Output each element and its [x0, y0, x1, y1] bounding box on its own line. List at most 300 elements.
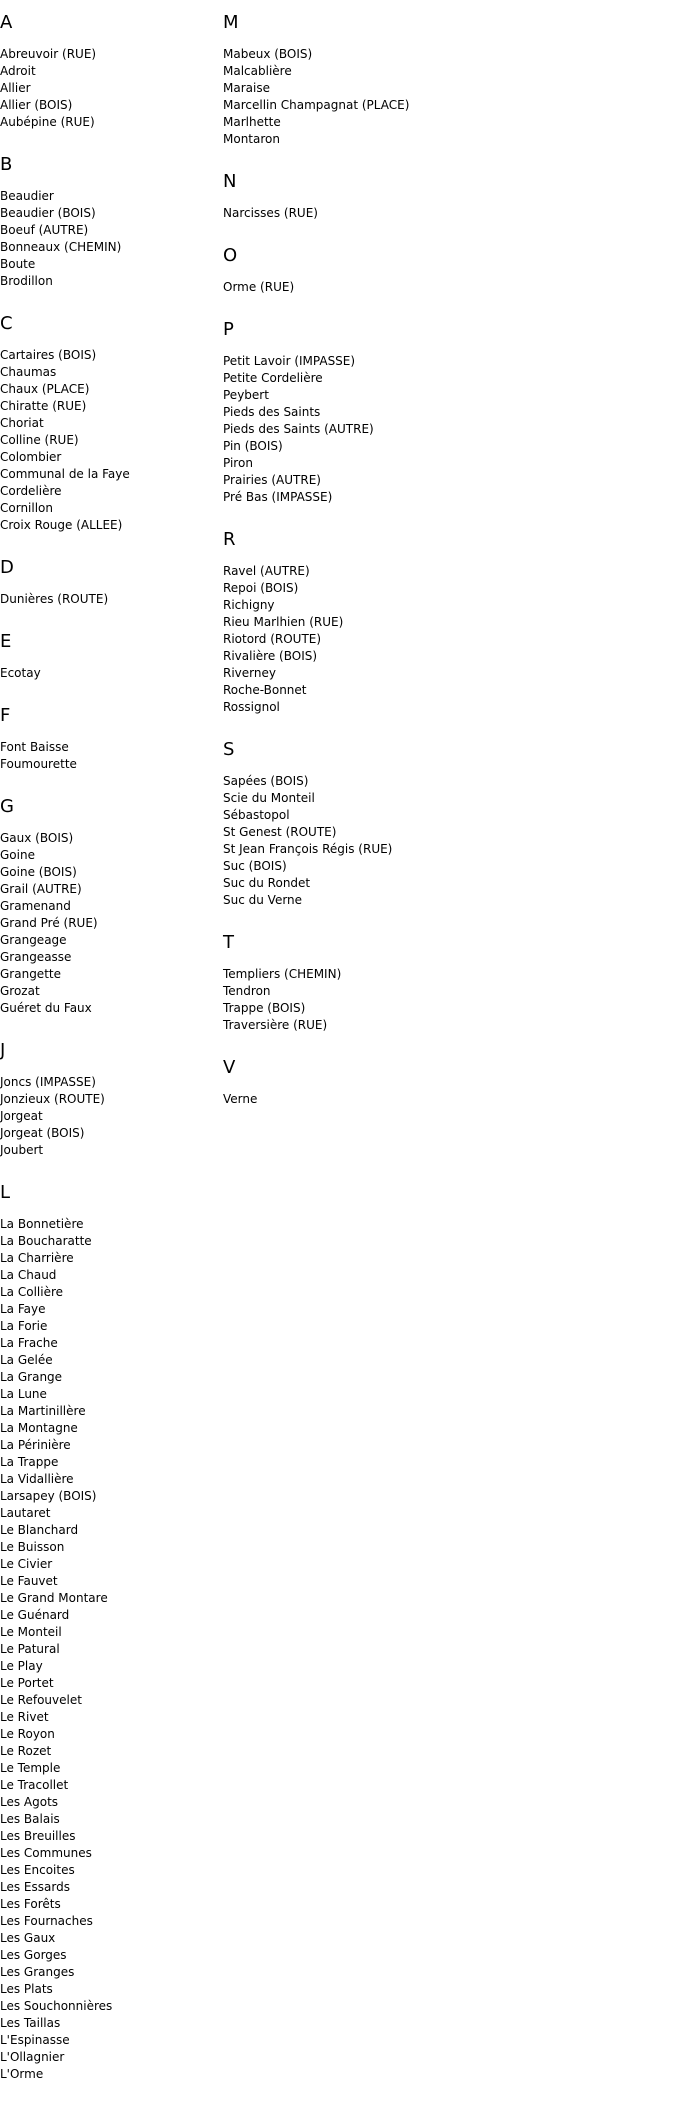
- street-link-marlhette[interactable]: Marlhette: [223, 115, 281, 129]
- street-item: [0, 1743, 215, 1760]
- street-item: [223, 438, 663, 455]
- street-item: [0, 188, 215, 205]
- street-item: [0, 1777, 215, 1794]
- street-link-les-breuilles[interactable]: Les Breuilles: [0, 1829, 76, 1843]
- street-link-l-espinasse[interactable]: L'Espinasse: [0, 2033, 70, 2047]
- street-item: [0, 1233, 215, 1250]
- street-link-font-baisse[interactable]: Font Baisse: [0, 740, 69, 754]
- street-link-communal-de-la-faye[interactable]: Communal de la Faye: [0, 467, 130, 481]
- street-link-la-grange[interactable]: La Grange: [0, 1370, 63, 1384]
- street-link-les-encoites[interactable]: Les Encoites: [0, 1863, 75, 1877]
- street-link-le-royon[interactable]: Le Royon: [0, 1727, 55, 1741]
- street-item: [0, 2049, 215, 2066]
- street-link-cartaires-bois[interactable]: Cartaires (BOIS): [0, 348, 97, 362]
- street-link-richigny[interactable]: Richigny: [223, 598, 275, 612]
- street-link-les-forets[interactable]: Les Forêts: [0, 1897, 61, 1911]
- street-index-column-left: [0, 12, 215, 2106]
- street-item: [223, 205, 663, 222]
- street-link-adroit[interactable]: Adroit: [0, 64, 36, 78]
- street-link-gueret-du-faux[interactable]: Guéret du Faux: [0, 1001, 92, 1015]
- street-item: [223, 983, 663, 1000]
- street-link-le-rivet[interactable]: Le Rivet: [0, 1710, 49, 1724]
- street-item: [223, 63, 663, 80]
- letter-group-r: [223, 529, 663, 716]
- letter-group-s: [223, 739, 663, 909]
- street-item: [0, 415, 215, 432]
- street-item: [223, 648, 663, 665]
- street-link-jonzieux-route[interactable]: Jonzieux (ROUTE): [0, 1092, 105, 1106]
- street-link-goine-bois[interactable]: Goine (BOIS): [0, 865, 77, 879]
- street-item: [0, 1590, 215, 1607]
- street-link-larsapey-bois[interactable]: Larsapey (BOIS): [0, 1489, 97, 1503]
- street-link-st-jean-francois-regis-rue[interactable]: St Jean François Régis (RUE): [223, 842, 393, 856]
- street-item: [0, 1641, 215, 1658]
- street-item: [0, 1845, 215, 1862]
- street-item: [0, 46, 215, 63]
- street-link-boeuf-autre[interactable]: Boeuf (AUTRE): [0, 223, 89, 237]
- street-item: [0, 847, 215, 864]
- street-link-colombier[interactable]: Colombier: [0, 450, 62, 464]
- street-item: [0, 1539, 215, 1556]
- street-item: [0, 1108, 215, 1125]
- street-item: [223, 472, 663, 489]
- street-link-foumourette[interactable]: Foumourette: [0, 757, 77, 771]
- street-item: [0, 756, 215, 773]
- street-link-chaumas[interactable]: Chaumas: [0, 365, 57, 379]
- street-item: [223, 455, 663, 472]
- street-link-le-refouvelet[interactable]: Le Refouvelet: [0, 1693, 82, 1707]
- street-link-joubert[interactable]: Joubert: [0, 1143, 44, 1157]
- street-item: [223, 80, 663, 97]
- street-item: [0, 830, 215, 847]
- street-item: [0, 1250, 215, 1267]
- street-link-l-ollagnier[interactable]: L'Ollagnier: [0, 2050, 65, 2064]
- street-item: [0, 347, 215, 364]
- street-link-la-boucharatte[interactable]: La Boucharatte: [0, 1234, 92, 1248]
- letter-heading: O: [223, 245, 238, 266]
- street-link-trappe-bois[interactable]: Trappe (BOIS): [223, 1001, 306, 1015]
- street-item: [0, 1573, 215, 1590]
- street-link-beaudier-bois[interactable]: Beaudier (BOIS): [0, 206, 96, 220]
- street-link-grozat[interactable]: Grozat: [0, 984, 40, 998]
- street-item: [223, 1017, 663, 1034]
- letter-group-c: [0, 313, 215, 534]
- street-item: [223, 614, 663, 631]
- street-link-lautaret[interactable]: Lautaret: [0, 1506, 51, 1520]
- street-item: [0, 1074, 215, 1091]
- street-item: [0, 1403, 215, 1420]
- street-link-st-genest-route[interactable]: St Genest (ROUTE): [223, 825, 337, 839]
- street-item: [0, 864, 215, 881]
- street-item: [223, 1000, 663, 1017]
- street-item: [0, 881, 215, 898]
- street-item: [0, 1828, 215, 1845]
- letter-heading: J: [0, 1040, 6, 1061]
- street-link-cordeliere[interactable]: Cordelière: [0, 484, 62, 498]
- street-item: [223, 131, 663, 148]
- street-link-le-play[interactable]: Le Play: [0, 1659, 43, 1673]
- street-item: [0, 483, 215, 500]
- street-item: [0, 1386, 215, 1403]
- letter-group-v: [223, 1057, 663, 1108]
- street-item: [0, 1369, 215, 1386]
- street-link-chiratte-rue[interactable]: Chiratte (RUE): [0, 399, 87, 413]
- street-link-pieds-des-saints[interactable]: Pieds des Saints: [223, 405, 321, 419]
- street-item: [0, 1675, 215, 1692]
- letter-group-t: [223, 932, 663, 1034]
- street-item: [0, 1301, 215, 1318]
- street-link-le-civier[interactable]: Le Civier: [0, 1557, 53, 1571]
- street-item: [223, 665, 663, 682]
- street-item: [0, 97, 215, 114]
- street-item: [0, 1284, 215, 1301]
- street-link-cornillon[interactable]: Cornillon: [0, 501, 53, 515]
- street-item: [0, 1658, 215, 1675]
- street-item: [0, 1709, 215, 1726]
- street-item: [223, 387, 663, 404]
- street-item: [0, 1454, 215, 1471]
- letter-heading: A: [0, 12, 13, 33]
- street-item: [0, 500, 215, 517]
- street-link-le-grand-montare[interactable]: Le Grand Montare: [0, 1591, 108, 1605]
- street-link-goine[interactable]: Goine: [0, 848, 35, 862]
- letter-heading: D: [0, 557, 14, 578]
- street-item: [0, 1862, 215, 1879]
- street-link-sebastopol[interactable]: Sébastopol: [223, 808, 290, 822]
- street-item: [223, 1091, 663, 1108]
- street-link-peybert[interactable]: Peybert: [223, 388, 269, 402]
- street-link-grangette[interactable]: Grangette: [0, 967, 61, 981]
- street-item: [0, 466, 215, 483]
- street-link-l-orme[interactable]: L'Orme: [0, 2067, 44, 2081]
- street-item: [0, 80, 215, 97]
- letter-group-d: [0, 557, 215, 608]
- street-item: [223, 114, 663, 131]
- street-link-petit-lavoir-impasse[interactable]: Petit Lavoir (IMPASSE): [223, 354, 356, 368]
- letter-group-g: [0, 796, 215, 1017]
- street-link-orme-rue[interactable]: Orme (RUE): [223, 280, 295, 294]
- street-link-les-taillas[interactable]: Les Taillas: [0, 2016, 61, 2030]
- street-link-le-buisson[interactable]: Le Buisson: [0, 1540, 65, 1554]
- street-link-roche-bonnet[interactable]: Roche-Bonnet: [223, 683, 307, 697]
- street-item: [223, 580, 663, 597]
- street-link-dunieres-route[interactable]: Dunières (ROUTE): [0, 592, 109, 606]
- street-link-gramenand[interactable]: Gramenand: [0, 899, 71, 913]
- street-link-grand-pre-rue[interactable]: Grand Pré (RUE): [0, 916, 98, 930]
- street-item: [0, 1437, 215, 1454]
- letter-heading: T: [223, 932, 234, 953]
- street-item: [0, 1091, 215, 1108]
- street-item: [0, 398, 215, 415]
- street-item: [0, 2015, 215, 2032]
- letter-heading: C: [0, 313, 13, 334]
- street-item: [0, 1607, 215, 1624]
- street-item: [0, 1471, 215, 1488]
- street-link-les-agots[interactable]: Les Agots: [0, 1795, 59, 1809]
- street-item: [0, 1142, 215, 1159]
- street-item: [0, 273, 215, 290]
- letter-group-m: [223, 12, 663, 148]
- street-link-la-montagne[interactable]: La Montagne: [0, 1421, 78, 1435]
- street-link-la-periniere[interactable]: La Périnière: [0, 1438, 71, 1452]
- street-link-rivaliere-bois[interactable]: Rivalière (BOIS): [223, 649, 318, 663]
- street-link-le-temple[interactable]: Le Temple: [0, 1761, 61, 1775]
- street-link-suc-du-verne[interactable]: Suc du Verne: [223, 893, 303, 907]
- street-item: [0, 591, 215, 608]
- street-item: [223, 404, 663, 421]
- letter-group-p: [223, 319, 663, 506]
- street-link-piron[interactable]: Piron: [223, 456, 253, 470]
- street-item: [223, 563, 663, 580]
- letter-group-e: [0, 631, 215, 682]
- letter-group-a: [0, 12, 215, 131]
- street-link-les-communes[interactable]: Les Communes: [0, 1846, 92, 1860]
- letter-heading: F: [0, 705, 11, 726]
- street-link-la-colliere[interactable]: La Collière: [0, 1285, 64, 1299]
- street-item: [0, 1760, 215, 1777]
- street-link-maraise[interactable]: Maraise: [223, 81, 270, 95]
- street-link-grangeasse[interactable]: Grangeasse: [0, 950, 72, 964]
- street-item: [0, 517, 215, 534]
- street-item: [0, 915, 215, 932]
- street-item: [0, 1352, 215, 1369]
- street-item: [223, 97, 663, 114]
- street-link-les-souchonnieres[interactable]: Les Souchonnières: [0, 1999, 113, 2013]
- letter-heading: G: [0, 796, 14, 817]
- street-link-malcabliere[interactable]: Malcablière: [223, 64, 292, 78]
- street-link-tendron[interactable]: Tendron: [223, 984, 271, 998]
- street-item: [0, 739, 215, 756]
- street-link-sapees-bois[interactable]: Sapées (BOIS): [223, 774, 309, 788]
- street-item: [0, 1000, 215, 1017]
- letter-group-o: [223, 245, 663, 296]
- street-item: [0, 432, 215, 449]
- street-link-aubepine-rue[interactable]: Aubépine (RUE): [0, 115, 95, 129]
- letter-group-f: [0, 705, 215, 773]
- street-link-riotord-route[interactable]: Riotord (ROUTE): [223, 632, 322, 646]
- street-item: [0, 949, 215, 966]
- street-link-boute[interactable]: Boute: [0, 257, 36, 271]
- street-item: [223, 370, 663, 387]
- letter-heading: V: [223, 1057, 236, 1078]
- street-link-marcellin-champagnat-place[interactable]: Marcellin Champagnat (PLACE): [223, 98, 410, 112]
- street-link-suc-du-rondet[interactable]: Suc du Rondet: [223, 876, 311, 890]
- street-link-repoi-bois[interactable]: Repoi (BOIS): [223, 581, 299, 595]
- street-item: [0, 381, 215, 398]
- street-link-grangeage[interactable]: Grangeage: [0, 933, 67, 947]
- street-link-suc-bois[interactable]: Suc (BOIS): [223, 859, 287, 873]
- street-item: [0, 1505, 215, 1522]
- letter-heading: P: [223, 319, 234, 340]
- street-item: [0, 364, 215, 381]
- street-link-la-charriere[interactable]: La Charrière: [0, 1251, 74, 1265]
- street-item: [0, 966, 215, 983]
- street-link-le-fauvet[interactable]: Le Fauvet: [0, 1574, 58, 1588]
- street-link-grail-autre[interactable]: Grail (AUTRE): [0, 882, 82, 896]
- letter-group-b: [0, 154, 215, 290]
- street-item: [0, 1981, 215, 1998]
- street-link-beaudier[interactable]: Beaudier: [0, 189, 54, 203]
- street-item: [0, 1913, 215, 1930]
- street-link-traversiere-rue[interactable]: Traversière (RUE): [223, 1018, 328, 1032]
- letter-heading: L: [0, 1182, 11, 1203]
- street-item: [0, 239, 215, 256]
- street-link-les-balais[interactable]: Les Balais: [0, 1812, 60, 1826]
- street-item: [0, 1964, 215, 1981]
- street-link-mabeux-bois[interactable]: Mabeux (BOIS): [223, 47, 313, 61]
- street-link-la-frache[interactable]: La Frache: [0, 1336, 58, 1350]
- street-item: [223, 682, 663, 699]
- letter-heading: M: [223, 12, 239, 33]
- street-item: [223, 966, 663, 983]
- street-item: [0, 665, 215, 682]
- street-link-jorgeat-bois[interactable]: Jorgeat (BOIS): [0, 1126, 85, 1140]
- street-link-la-chaud[interactable]: La Chaud: [0, 1268, 57, 1282]
- street-link-les-granges[interactable]: Les Granges: [0, 1965, 75, 1979]
- street-link-rieu-marlhien-rue[interactable]: Rieu Marlhien (RUE): [223, 615, 344, 629]
- street-link-le-blanchard[interactable]: Le Blanchard: [0, 1523, 79, 1537]
- street-link-la-vidalliere[interactable]: La Vidallière: [0, 1472, 74, 1486]
- street-link-choriat[interactable]: Choriat: [0, 416, 44, 430]
- letter-group-l: [0, 1182, 215, 2083]
- street-link-verne[interactable]: Verne: [223, 1092, 258, 1106]
- street-link-pieds-des-saints-autre[interactable]: Pieds des Saints (AUTRE): [223, 422, 374, 436]
- street-item: [0, 1947, 215, 1964]
- street-link-joncs-impasse[interactable]: Joncs (IMPASSE): [0, 1075, 96, 1089]
- street-link-le-guenard[interactable]: Le Guénard: [0, 1608, 70, 1622]
- street-item: [223, 279, 663, 296]
- street-item: [223, 875, 663, 892]
- street-link-bonneaux-chemin[interactable]: Bonneaux (CHEMIN): [0, 240, 122, 254]
- street-link-les-gorges[interactable]: Les Gorges: [0, 1948, 67, 1962]
- street-link-montaron[interactable]: Montaron: [223, 132, 280, 146]
- street-item: [0, 1216, 215, 1233]
- street-link-ravel-autre[interactable]: Ravel (AUTRE): [223, 564, 310, 578]
- street-item: [223, 807, 663, 824]
- street-item: [223, 421, 663, 438]
- letter-heading: B: [0, 154, 13, 175]
- street-link-jorgeat[interactable]: Jorgeat: [0, 1109, 43, 1123]
- street-link-gaux-bois[interactable]: Gaux (BOIS): [0, 831, 74, 845]
- street-item: [0, 449, 215, 466]
- street-item: [223, 841, 663, 858]
- street-link-chaux-place[interactable]: Chaux (PLACE): [0, 382, 90, 396]
- street-link-riverney[interactable]: Riverney: [223, 666, 276, 680]
- street-link-le-portet[interactable]: Le Portet: [0, 1676, 54, 1690]
- street-item: [0, 1998, 215, 2015]
- street-item: [0, 1930, 215, 1947]
- street-link-rossignol[interactable]: Rossignol: [223, 700, 280, 714]
- letter-heading: E: [0, 631, 12, 652]
- street-link-scie-du-monteil[interactable]: Scie du Monteil: [223, 791, 315, 805]
- street-item: [0, 898, 215, 915]
- street-link-la-faye[interactable]: La Faye: [0, 1302, 46, 1316]
- street-link-la-martinillere[interactable]: La Martinillère: [0, 1404, 86, 1418]
- street-item: [0, 222, 215, 239]
- street-link-le-monteil[interactable]: Le Monteil: [0, 1625, 62, 1639]
- street-item: [223, 892, 663, 909]
- street-link-narcisses-rue[interactable]: Narcisses (RUE): [223, 206, 318, 220]
- street-link-les-fournaches[interactable]: Les Fournaches: [0, 1914, 93, 1928]
- street-item: [223, 46, 663, 63]
- street-item: [223, 489, 663, 506]
- street-item: [223, 790, 663, 807]
- street-link-colline-rue[interactable]: Colline (RUE): [0, 433, 79, 447]
- street-item: [0, 1420, 215, 1437]
- letter-group-n: [223, 171, 663, 222]
- street-item: [223, 353, 663, 370]
- street-link-la-gelee[interactable]: La Gelée: [0, 1353, 53, 1367]
- street-item: [0, 1488, 215, 1505]
- street-item: [223, 824, 663, 841]
- street-link-la-trappe[interactable]: La Trappe: [0, 1455, 59, 1469]
- street-item: [0, 1522, 215, 1539]
- street-link-allier[interactable]: Allier: [0, 81, 31, 95]
- street-item: [0, 1318, 215, 1335]
- letter-heading: R: [223, 529, 236, 550]
- street-item: [223, 699, 663, 716]
- street-item: [0, 1794, 215, 1811]
- street-item: [223, 597, 663, 614]
- letter-group-j: [0, 1040, 215, 1159]
- street-link-les-essards[interactable]: Les Essards: [0, 1880, 70, 1894]
- letter-heading: S: [223, 739, 235, 760]
- street-item: [0, 1726, 215, 1743]
- street-item: [0, 114, 215, 131]
- street-link-prairies-autre[interactable]: Prairies (AUTRE): [223, 473, 321, 487]
- street-item: [0, 1624, 215, 1641]
- street-item: [0, 932, 215, 949]
- street-item: [223, 858, 663, 875]
- street-link-la-bonnetiere[interactable]: La Bonnetière: [0, 1217, 84, 1231]
- street-item: [0, 983, 215, 1000]
- street-item: [223, 773, 663, 790]
- street-link-pre-bas-impasse[interactable]: Pré Bas (IMPASSE): [223, 490, 333, 504]
- street-item: [0, 2032, 215, 2049]
- street-link-le-tracollet[interactable]: Le Tracollet: [0, 1778, 69, 1792]
- street-item: [0, 1267, 215, 1284]
- street-item: [0, 1879, 215, 1896]
- street-link-le-patural[interactable]: Le Patural: [0, 1642, 60, 1656]
- letter-heading: N: [223, 171, 237, 192]
- street-item: [0, 1896, 215, 1913]
- street-item: [0, 1556, 215, 1573]
- street-link-croix-rouge-allee[interactable]: Croix Rouge (ALLEE): [0, 518, 123, 532]
- street-link-le-rozet[interactable]: Le Rozet: [0, 1744, 52, 1758]
- street-link-allier-bois[interactable]: Allier (BOIS): [0, 98, 73, 112]
- street-item: [0, 1335, 215, 1352]
- street-item: [0, 1811, 215, 1828]
- street-link-ecotay[interactable]: Ecotay: [0, 666, 41, 680]
- street-link-la-lune[interactable]: La Lune: [0, 1387, 47, 1401]
- street-link-brodillon[interactable]: Brodillon: [0, 274, 53, 288]
- street-item: [0, 205, 215, 222]
- street-link-petite-cordeliere[interactable]: Petite Cordelière: [223, 371, 323, 385]
- street-item: [0, 256, 215, 273]
- street-link-templiers-chemin[interactable]: Templiers (CHEMIN): [223, 967, 342, 981]
- street-link-pin-bois[interactable]: Pin (BOIS): [223, 439, 283, 453]
- street-link-les-plats[interactable]: Les Plats: [0, 1982, 53, 1996]
- street-link-les-gaux[interactable]: Les Gaux: [0, 1931, 56, 1945]
- street-item: [0, 1692, 215, 1709]
- street-item: [0, 1125, 215, 1142]
- street-link-la-forie[interactable]: La Forie: [0, 1319, 48, 1333]
- street-item: [0, 2066, 215, 2083]
- street-item: [0, 63, 215, 80]
- street-item: [223, 631, 663, 648]
- street-link-abreuvoir-rue[interactable]: Abreuvoir (RUE): [0, 47, 97, 61]
- street-index-column-right: [223, 12, 663, 1131]
